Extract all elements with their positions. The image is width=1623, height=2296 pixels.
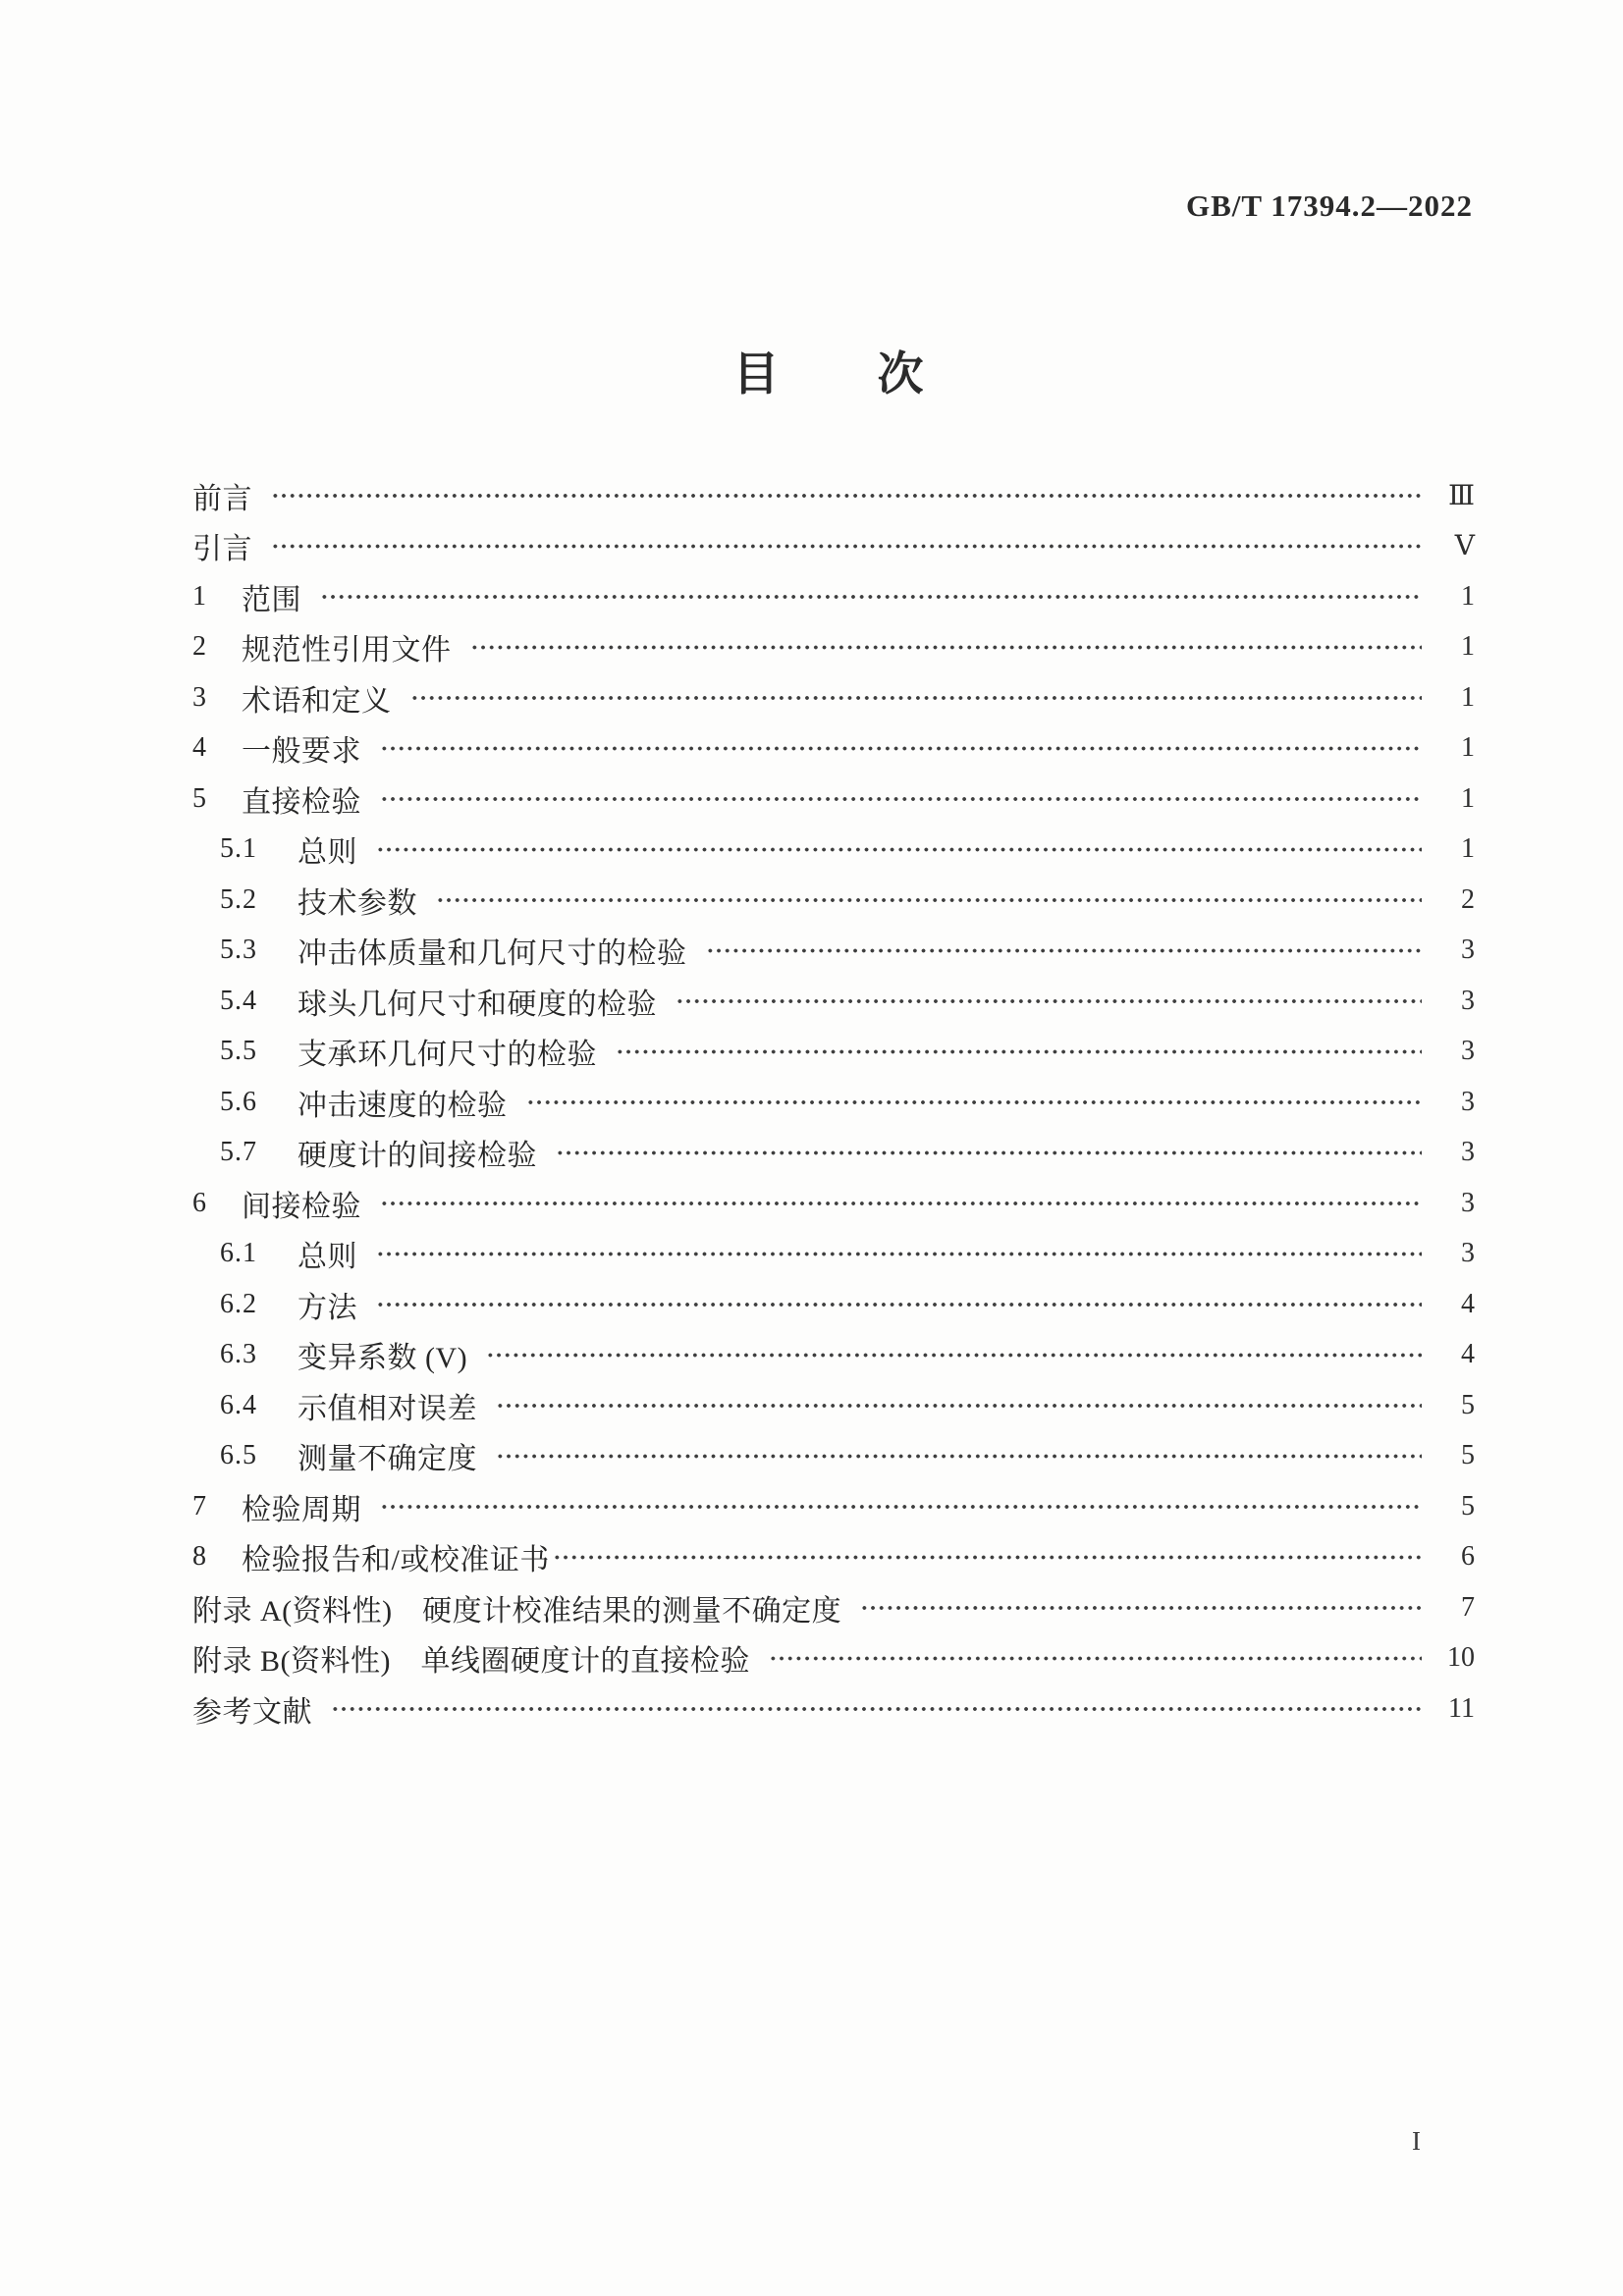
dot-leader bbox=[769, 1633, 1422, 1684]
toc-entry-label: 附录 A(资料性) 硬度计校准结果的测量不确定度 bbox=[192, 1594, 842, 1628]
toc-entry bbox=[0, 1532, 1623, 1583]
toc-entry-number: 5 bbox=[192, 782, 207, 814]
toc-entry-page-number: 3 bbox=[1461, 934, 1475, 966]
toc-entry bbox=[0, 1027, 1623, 1078]
toc-entry-number: 1 bbox=[192, 580, 207, 612]
standard-code-header: GB/T 17394.2—2022 bbox=[1185, 188, 1473, 223]
toc-entry bbox=[0, 1229, 1623, 1280]
toc-entry bbox=[0, 1128, 1623, 1179]
toc-entry bbox=[0, 1481, 1623, 1532]
toc-entry-page-number: 3 bbox=[1461, 1238, 1475, 1269]
page-number-footer: I bbox=[1412, 2126, 1422, 2156]
dot-leader bbox=[616, 1027, 1422, 1078]
page-title: 目 次 bbox=[732, 349, 926, 400]
toc-entry-number: 5.1 bbox=[220, 833, 257, 865]
toc-entry-number: 6.4 bbox=[220, 1389, 257, 1420]
toc-entry bbox=[0, 1431, 1623, 1482]
toc-entry bbox=[0, 976, 1623, 1027]
dot-leader bbox=[470, 622, 1423, 673]
toc-entry-number: 2 bbox=[192, 631, 207, 663]
dot-leader bbox=[410, 672, 1423, 723]
dot-leader bbox=[486, 1330, 1422, 1381]
dot-leader bbox=[331, 1683, 1422, 1735]
toc-entry-label: 冲击体质量和几何尺寸的检验 bbox=[298, 937, 687, 971]
toc-entry-page-number: 3 bbox=[1461, 1187, 1475, 1218]
toc-entry-page-number: 5 bbox=[1461, 1440, 1475, 1471]
toc-entry-page-number: 11 bbox=[1448, 1692, 1475, 1724]
toc-entry bbox=[0, 672, 1623, 723]
toc-entry bbox=[0, 1279, 1623, 1330]
dot-leader bbox=[556, 1128, 1422, 1179]
toc-entry-page-number: 4 bbox=[1461, 1339, 1475, 1370]
toc-entry-page-number: Ⅴ bbox=[1454, 531, 1475, 562]
toc-entry-label: 间接检验 bbox=[242, 1190, 361, 1223]
dot-leader bbox=[380, 723, 1422, 774]
toc-entry-number: 6 bbox=[192, 1187, 207, 1218]
toc-entry-label: 检验报告和/或校准证书 bbox=[242, 1544, 550, 1577]
toc-entry bbox=[0, 622, 1623, 673]
toc-entry-page-number: 1 bbox=[1461, 580, 1475, 612]
dot-leader bbox=[496, 1380, 1422, 1431]
toc-entry-label: 变异系数 (V) bbox=[298, 1342, 468, 1375]
toc-entry-number: 5.6 bbox=[220, 1086, 257, 1117]
toc-entry bbox=[0, 1330, 1623, 1381]
toc-entry bbox=[0, 875, 1623, 926]
toc-entry-page-number: 7 bbox=[1461, 1591, 1475, 1623]
toc-entry-number: 6.3 bbox=[220, 1339, 257, 1370]
table-of-contents bbox=[0, 470, 1623, 1735]
toc-entry bbox=[0, 1582, 1623, 1633]
toc-entry-page-number: 3 bbox=[1461, 1137, 1475, 1168]
dot-leader bbox=[376, 1279, 1422, 1330]
toc-entry-number: 7 bbox=[192, 1490, 207, 1522]
toc-entry-page-number: 6 bbox=[1461, 1541, 1475, 1573]
toc-entry-page-number: 5 bbox=[1461, 1490, 1475, 1522]
toc-entry-page-number: 4 bbox=[1461, 1288, 1475, 1319]
dot-leader bbox=[271, 470, 1422, 521]
toc-entry-label: 球头几何尺寸和硬度的检验 bbox=[298, 988, 657, 1021]
toc-entry-label: 冲击速度的检验 bbox=[298, 1089, 508, 1122]
toc-entry-number: 5.7 bbox=[220, 1137, 257, 1168]
toc-entry bbox=[0, 1077, 1623, 1128]
toc-entry-page-number: 3 bbox=[1461, 1086, 1475, 1117]
toc-entry-number: 6.2 bbox=[220, 1288, 257, 1319]
toc-entry bbox=[0, 1178, 1623, 1229]
toc-entry bbox=[0, 521, 1623, 572]
toc-entry-label: 附录 B(资料性) 单线圈硬度计的直接检验 bbox=[192, 1645, 750, 1679]
toc-entry-page-number: 1 bbox=[1461, 833, 1475, 865]
dot-leader bbox=[436, 875, 1422, 926]
toc-entry-label: 引言 bbox=[192, 533, 252, 566]
toc-entry-label: 范围 bbox=[242, 583, 301, 616]
toc-entry-label: 示值相对误差 bbox=[298, 1392, 477, 1425]
toc-entry bbox=[0, 926, 1623, 977]
toc-entry bbox=[0, 470, 1623, 521]
toc-entry-label: 参考文献 bbox=[192, 1695, 312, 1729]
toc-entry-number: 5.2 bbox=[220, 883, 257, 915]
dot-leader bbox=[376, 1229, 1422, 1280]
toc-entry bbox=[0, 825, 1623, 876]
toc-entry-label: 支承环几何尺寸的检验 bbox=[298, 1039, 597, 1072]
toc-entry-number: 5.4 bbox=[220, 985, 257, 1016]
dot-leader bbox=[380, 1178, 1422, 1229]
dot-leader bbox=[380, 774, 1422, 825]
toc-entry-label: 一般要求 bbox=[242, 735, 361, 769]
toc-entry-page-number: 5 bbox=[1461, 1389, 1475, 1420]
dot-leader bbox=[320, 571, 1422, 622]
toc-entry-label: 规范性引用文件 bbox=[242, 634, 452, 667]
toc-entry-number: 3 bbox=[192, 681, 207, 713]
toc-entry-label: 前言 bbox=[192, 482, 252, 515]
toc-entry bbox=[0, 774, 1623, 825]
toc-entry bbox=[0, 1633, 1623, 1684]
toc-entry-page-number: 3 bbox=[1461, 985, 1475, 1016]
dot-leader bbox=[376, 825, 1422, 876]
toc-entry-page-number: 10 bbox=[1447, 1642, 1475, 1674]
toc-entry-label: 方法 bbox=[298, 1291, 357, 1324]
toc-entry-label: 检验周期 bbox=[242, 1493, 361, 1526]
dot-leader bbox=[860, 1582, 1422, 1633]
toc-entry bbox=[0, 723, 1623, 774]
toc-entry-page-number: 1 bbox=[1461, 782, 1475, 814]
toc-entry bbox=[0, 571, 1623, 622]
toc-entry-number: 8 bbox=[192, 1541, 207, 1573]
toc-entry-page-number: 2 bbox=[1461, 883, 1475, 915]
toc-entry-page-number: 1 bbox=[1461, 732, 1475, 764]
toc-entry-label: 术语和定义 bbox=[242, 684, 392, 718]
toc-entry-page-number: 1 bbox=[1461, 631, 1475, 663]
dot-leader bbox=[271, 521, 1422, 572]
dot-leader bbox=[496, 1431, 1422, 1482]
dot-leader bbox=[526, 1077, 1423, 1128]
toc-entry-label: 直接检验 bbox=[242, 785, 361, 819]
toc-entry-label: 硬度计的间接检验 bbox=[298, 1140, 537, 1173]
toc-entry-number: 6.1 bbox=[220, 1238, 257, 1269]
toc-entry-label: 总则 bbox=[298, 1241, 357, 1274]
toc-entry-number: 5.5 bbox=[220, 1036, 257, 1067]
toc-entry bbox=[0, 1380, 1623, 1431]
dot-leader bbox=[553, 1532, 1422, 1583]
toc-entry-label: 总则 bbox=[298, 836, 357, 870]
dot-leader bbox=[380, 1481, 1422, 1532]
toc-entry-page-number: 1 bbox=[1461, 681, 1475, 713]
toc-entry-label: 技术参数 bbox=[298, 886, 417, 920]
toc-entry-number: 6.5 bbox=[220, 1440, 257, 1471]
dot-leader bbox=[706, 926, 1423, 977]
toc-entry bbox=[0, 1683, 1623, 1735]
dot-leader bbox=[676, 976, 1422, 1027]
toc-entry-page-number: 3 bbox=[1461, 1036, 1475, 1067]
toc-entry-page-number: Ⅲ bbox=[1447, 480, 1475, 511]
toc-entry-label: 测量不确定度 bbox=[298, 1443, 477, 1476]
toc-entry-number: 4 bbox=[192, 732, 207, 764]
toc-entry-number: 5.3 bbox=[220, 934, 257, 966]
